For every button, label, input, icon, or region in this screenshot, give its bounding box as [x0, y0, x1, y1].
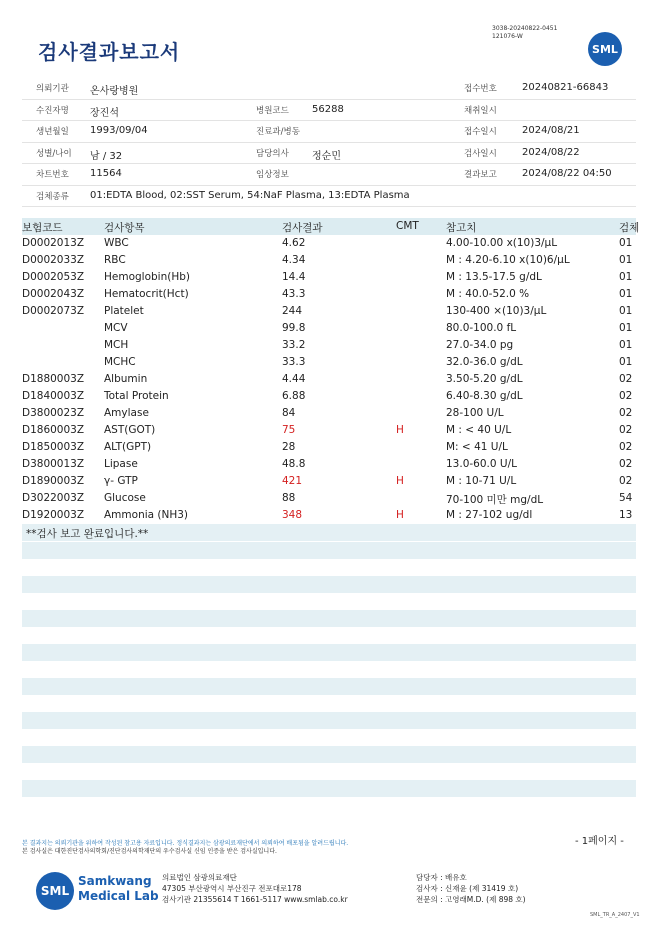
result-row: [22, 490, 636, 507]
result-result: 48.8: [282, 458, 306, 470]
document-id: 3038-20240822-0451 121076-W: [492, 25, 558, 40]
result-row: [22, 303, 636, 320]
result-result: 244: [282, 305, 303, 317]
header-spec: 검체: [619, 222, 640, 234]
info-label: 의뢰기관: [36, 84, 69, 94]
result-result: 75: [282, 424, 296, 436]
result-item: Hemoglobin(Hb): [104, 271, 191, 283]
result-code: D1850003Z: [22, 441, 85, 453]
result-result: 4.34: [282, 254, 306, 266]
result-item: Total Protein: [104, 390, 169, 402]
result-code: D0002053Z: [22, 271, 85, 283]
result-code: D3800023Z: [22, 407, 85, 419]
result-flag: H: [396, 475, 404, 487]
result-row: [22, 354, 636, 371]
result-item: RBC: [104, 254, 126, 266]
result-code: D1920003Z: [22, 509, 85, 521]
result-spec: 02: [619, 390, 633, 402]
blank-row: [22, 678, 636, 695]
blank-row: [22, 542, 636, 559]
result-spec: 01: [619, 271, 633, 283]
info-value: 정순민: [312, 150, 341, 162]
result-ref: 32.0-36.0 g/dL: [446, 356, 523, 368]
result-ref: 70-100 미만 mg/dL: [446, 494, 544, 506]
result-code: D1840003Z: [22, 390, 85, 402]
result-item: ALT(GPT): [104, 441, 152, 453]
result-spec: 01: [619, 322, 633, 334]
info-label: 채취일시: [464, 105, 497, 116]
header-item: 검사항목: [104, 222, 145, 234]
info-row: [22, 78, 636, 100]
result-spec: 01: [619, 305, 633, 317]
info-label: 검사일시: [464, 148, 497, 159]
blank-row: [22, 712, 636, 729]
result-ref: M : 27-102 ug/dl: [446, 509, 533, 521]
result-result: 84: [282, 407, 296, 419]
result-spec: 01: [619, 254, 633, 266]
result-row: [22, 507, 636, 524]
result-row: [22, 439, 636, 456]
blank-row: [22, 780, 636, 797]
result-spec: 01: [619, 288, 633, 300]
result-code: D0002033Z: [22, 254, 85, 266]
info-value: 56288: [312, 103, 344, 115]
result-ref: 3.50-5.20 g/dL: [446, 373, 523, 385]
result-item: Hematocrit(Hct): [104, 288, 189, 300]
result-result: 4.62: [282, 237, 306, 249]
result-ref: 80.0-100.0 fL: [446, 322, 517, 334]
info-label: 임상정보: [256, 170, 289, 180]
info-label: 진료과/병동: [256, 127, 300, 137]
result-result: 14.4: [282, 271, 306, 283]
info-value: 2024/08/22: [522, 146, 580, 158]
result-item: MCH: [104, 339, 129, 351]
info-label: 병원코드: [256, 105, 289, 116]
result-item: WBC: [104, 237, 129, 249]
result-item: Glucose: [104, 492, 146, 504]
result-spec: 13: [619, 509, 633, 521]
result-code: D0002013Z: [22, 237, 85, 249]
result-row: [22, 388, 636, 405]
info-value: 1993/09/04: [90, 125, 148, 136]
result-row: [22, 405, 636, 422]
result-row: [22, 252, 636, 269]
result-result: 4.44: [282, 373, 306, 385]
info-value: 2024/08/22 04:50: [522, 168, 612, 179]
result-item: Platelet: [104, 305, 144, 317]
result-result: 33.2: [282, 339, 306, 351]
info-value: 20240821-66843: [522, 82, 609, 93]
page-title: 검사결과보고서: [38, 40, 181, 64]
info-value: 장진석: [90, 107, 119, 119]
result-item: Albumin: [104, 373, 148, 385]
result-ref: 27.0-34.0 pg: [446, 339, 514, 351]
result-spec: 01: [619, 237, 633, 249]
result-code: D1860003Z: [22, 424, 85, 436]
result-row: [22, 235, 636, 252]
result-item: MCHC: [104, 356, 136, 368]
note-1: 본 결과지는 의뢰기관을 위하여 작성된 참고용 자료입니다. 정식결과지는 삼광의료재단에서 의뢰하여 배포됨을 알려드립니다.: [22, 840, 349, 847]
result-spec: 02: [619, 475, 633, 487]
footer-notes: [22, 840, 348, 856]
page-number: - 1페이지 -: [575, 836, 624, 847]
result-item: AST(GOT): [104, 424, 156, 436]
result-result: 348: [282, 509, 303, 521]
footer-logo-circle: SML: [36, 872, 74, 910]
result-ref: 13.0-60.0 U/L: [446, 458, 517, 470]
info-row: [22, 100, 636, 122]
result-ref: M : 4.20-6.10 x(10)6/μL: [446, 254, 570, 266]
header-code: 보험코드: [22, 222, 63, 234]
result-row: [22, 422, 636, 439]
footer-logo: [36, 872, 74, 910]
result-row: [22, 269, 636, 286]
result-code: D1890003Z: [22, 475, 85, 487]
result-spec: 02: [619, 458, 633, 470]
info-row: [22, 164, 636, 186]
info-label: 접수번호: [464, 84, 497, 94]
info-label: 차트번호: [36, 170, 69, 180]
result-item: MCV: [104, 322, 128, 334]
info-label: 결과보고: [464, 170, 497, 180]
blank-stripes: [22, 542, 636, 814]
result-code: D3800013Z: [22, 458, 85, 470]
info-label: 성별/나이: [36, 148, 72, 159]
form-code: SML_TR_A_2407_V1: [590, 912, 640, 918]
result-ref: M : 13.5-17.5 g/dL: [446, 271, 542, 283]
info-row: [22, 121, 636, 143]
info-label: 담당의사: [256, 148, 289, 159]
footer-company-name: Samkwang Medical Lab: [78, 874, 159, 903]
result-spec: 02: [619, 424, 633, 436]
result-row: [22, 320, 636, 337]
result-result: 421: [282, 475, 303, 487]
info-row: [22, 143, 636, 165]
result-ref: 28-100 U/L: [446, 407, 504, 419]
result-result: 33.3: [282, 356, 306, 368]
footer-address: 의료법인 삼광의료재단 47305 부산광역시 부산진구 전포대로178 검사기관 21355614 T 1661-5117 www.smlab.co.kr: [162, 873, 348, 904]
result-row: [22, 286, 636, 303]
info-label: 검체종류: [36, 191, 69, 202]
result-row: [22, 473, 636, 490]
result-result: 28: [282, 441, 296, 453]
result-flag: H: [396, 509, 404, 521]
result-code: D3022003Z: [22, 492, 85, 504]
note-2: 본 검사실은 대한진단검사의학회/진단검사의학재단의 우수검사실 신임 인증을 받은 검사실입니다.: [22, 848, 277, 855]
results-table: [22, 218, 640, 541]
result-spec: 54: [619, 492, 633, 504]
info-value: 01:EDTA Blood, 02:SST Serum, 54:NaF Plasma, 13:EDTA Plasma: [90, 189, 410, 201]
result-spec: 02: [619, 441, 633, 453]
result-ref: 130-400 ×(10)3/μL: [446, 305, 547, 317]
result-item: Lipase: [104, 458, 138, 470]
results-header: [22, 218, 640, 235]
header-ref: 참고치: [446, 222, 477, 234]
info-label: 수진자명: [36, 105, 69, 116]
result-result: 99.8: [282, 322, 306, 334]
result-spec: 02: [619, 373, 633, 385]
result-result: 43.3: [282, 288, 306, 300]
result-row: [22, 337, 636, 354]
result-row: [22, 456, 636, 473]
footer-staff: 담당자 : 배유호 검사자 : 신재윤 (제 31419 호) 전문의 : 고영래M.D. (제 898 호): [416, 873, 526, 904]
complete-row: [22, 524, 636, 541]
blank-row: [22, 610, 636, 627]
header-cmt: CMT: [396, 220, 419, 232]
result-ref: M : 40.0-52.0 %: [446, 288, 530, 300]
result-result: 6.88: [282, 390, 306, 402]
result-ref: M : 10-71 U/L: [446, 475, 517, 487]
info-value: 2024/08/21: [522, 125, 580, 136]
blank-row: [22, 644, 636, 661]
info-row: [22, 186, 636, 208]
result-spec: 02: [619, 407, 633, 419]
sml-logo: SML: [588, 32, 622, 66]
result-spec: 01: [619, 356, 633, 368]
result-item: γ- GTP: [104, 475, 138, 487]
result-item: Ammonia (NH3): [104, 509, 189, 521]
complete-text: **검사 보고 완료입니다.**: [26, 528, 149, 540]
result-flag: H: [396, 424, 404, 436]
result-ref: M : < 40 U/L: [446, 424, 512, 436]
patient-info-table: [22, 78, 636, 207]
result-code: D0002073Z: [22, 305, 85, 317]
info-value: 온사랑병원: [90, 86, 139, 97]
result-ref: 6.40-8.30 g/dL: [446, 390, 523, 402]
result-row: [22, 371, 636, 388]
info-label: 생년월일: [36, 127, 69, 137]
result-result: 88: [282, 492, 296, 504]
result-ref: M: < 41 U/L: [446, 441, 508, 453]
result-ref: 4.00-10.00 x(10)3/μL: [446, 237, 558, 249]
header-result: 검사결과: [282, 222, 323, 234]
result-code: D1880003Z: [22, 373, 85, 385]
info-value: 남 / 32: [90, 150, 123, 162]
result-code: D0002043Z: [22, 288, 85, 300]
blank-row: [22, 576, 636, 593]
result-spec: 01: [619, 339, 633, 351]
blank-row: [22, 746, 636, 763]
info-value: 11564: [90, 168, 122, 179]
info-label: 접수일시: [464, 127, 497, 137]
result-item: Amylase: [104, 407, 149, 419]
